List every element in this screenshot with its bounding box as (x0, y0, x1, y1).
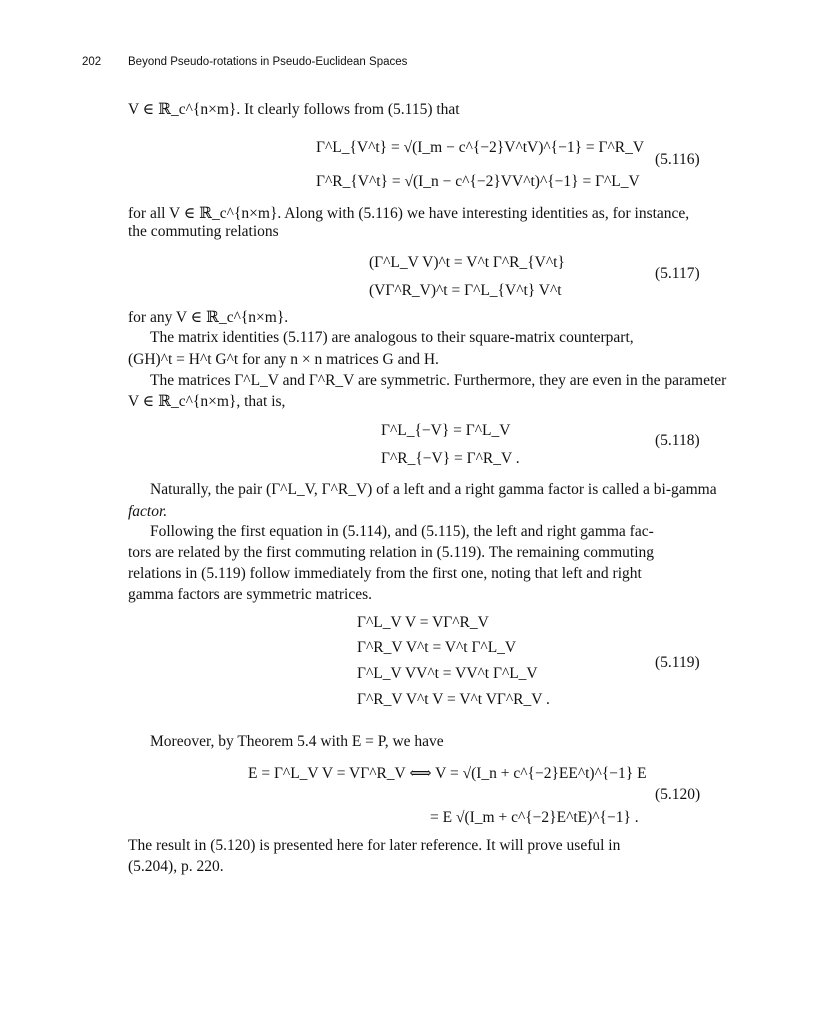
paragraph-line: gamma factors are symmetric matrices. (128, 586, 373, 603)
equation-5-119d: Γ^R_V V^t V = V^t VΓ^R_V . (357, 691, 550, 708)
paragraph-line: Moreover, by Theorem 5.4 with E = P, we have (150, 733, 444, 750)
paragraph-line (128, 502, 167, 522)
equation-5-118a: Γ^L_{−V} = Γ^L_V (381, 422, 511, 439)
equation-5-116b: Γ^R_{V^t} = √(I_n − c^{−2}VV^t)^{−1} = Γ^L_V (316, 173, 640, 190)
paragraph-line: (5.204), p. 220. (128, 858, 224, 875)
equation-5-120a: E = Γ^L_V V = VΓ^R_V ⟺ V = √(I_n + c^{−2}EE^t)^{−1} E (248, 765, 647, 782)
equation-5-119b: Γ^R_V V^t = V^t Γ^L_V (357, 639, 517, 656)
equation-number: (5.120) (655, 786, 701, 803)
paragraph-line: (GH)^t = H^t G^t for any n × n matrices G and H. (128, 351, 439, 368)
paragraph-line: V ∈ ℝ_c^{n×m}. It clearly follows from (5.115) that (128, 101, 460, 118)
paragraph-line: tors are related by the first commuting relation in (5.119). The remaining commuting (128, 544, 655, 561)
paragraph-line: The matrix identities (5.117) are analogous to their square-matrix counterpart, (150, 329, 634, 346)
paragraph-line: for all V ∈ ℝ_c^{n×m}. Along with (5.116) we have interesting identities as, for instance, (128, 205, 690, 222)
paragraph-line: The result in (5.120) is presented here for later reference. It will prove useful in (128, 837, 621, 854)
equation-number: (5.116) (655, 151, 700, 168)
equation-5-120b: = E √(I_m + c^{−2}E^tE)^{−1} . (430, 809, 639, 826)
paragraph-line: Following the first equation in (5.114), and (5.115), the left and right gamma fac- (150, 523, 654, 540)
paragraph-line: Naturally, the pair (Γ^L_V, Γ^R_V) of a left and a right gamma factor is called a bi-gamma (150, 481, 717, 498)
paragraph-line: for any V ∈ ℝ_c^{n×m}. (128, 309, 289, 326)
equation-number: (5.117) (655, 265, 700, 282)
page-number: 202 (82, 56, 102, 68)
equation-5-119a: Γ^L_V V = VΓ^R_V (357, 614, 489, 631)
paragraph-line: V ∈ ℝ_c^{n×m}, that is, (128, 393, 286, 410)
equation-5-116a: Γ^L_{V^t} = √(I_m − c^{−2}V^tV)^{−1} = Γ^R_V (316, 139, 645, 156)
paragraph-line: The matrices Γ^L_V and Γ^R_V are symmetric. Furthermore, they are even in the parameter (150, 372, 727, 389)
equation-5-119c: Γ^L_V VV^t = VV^t Γ^L_V (357, 665, 538, 682)
equation-number: (5.119) (655, 654, 700, 671)
running-title: Beyond Pseudo-rotations in Pseudo-Euclidean Spaces (128, 56, 408, 68)
italic-term: factor. (128, 503, 168, 520)
paragraph-line: relations in (5.119) follow immediately from the first one, noting that left and right (128, 565, 642, 582)
equation-number: (5.118) (655, 432, 700, 449)
equation-5-118b: Γ^R_{−V} = Γ^R_V . (381, 450, 520, 467)
equation-5-117a: (Γ^L_V V)^t = V^t Γ^R_{V^t} (369, 254, 565, 271)
equation-5-117b: (VΓ^R_V)^t = Γ^L_{V^t} V^t (369, 282, 562, 299)
paragraph-line: the commuting relations (128, 223, 279, 240)
